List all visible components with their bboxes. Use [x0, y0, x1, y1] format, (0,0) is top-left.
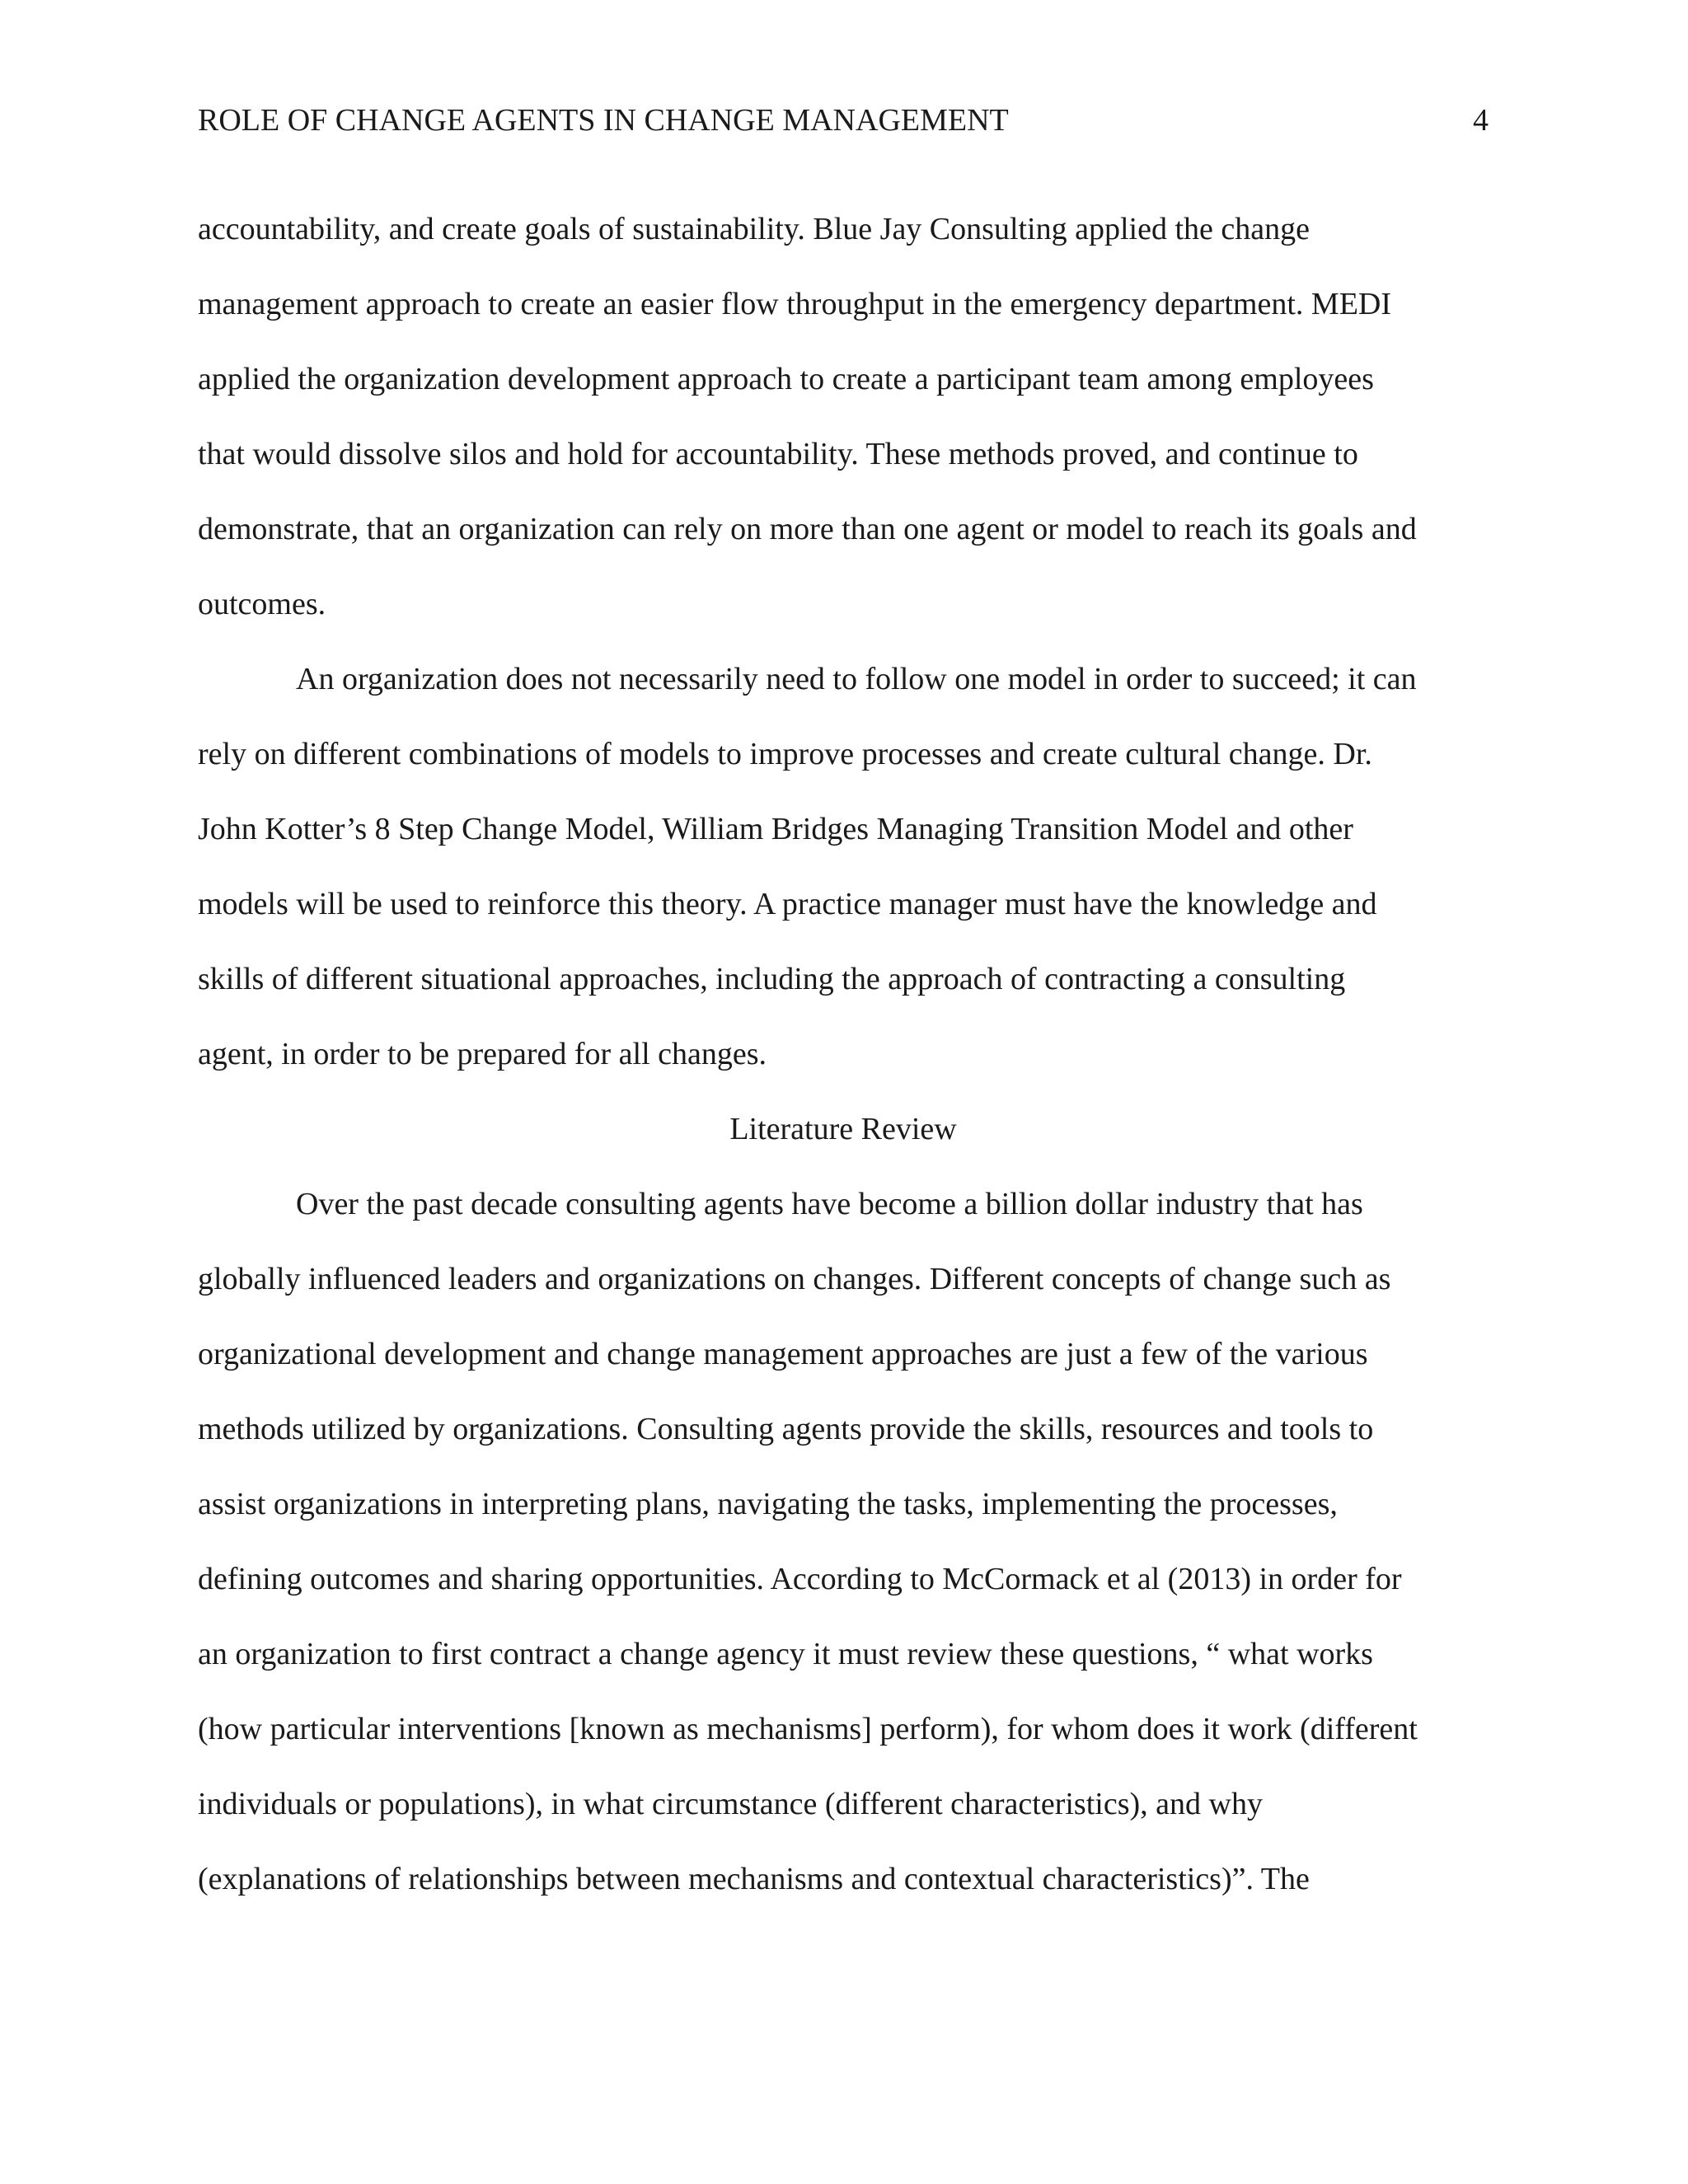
- text-line: applied the organization development approach to create a participant team among employees: [198, 362, 1374, 396]
- text-line: models will be used to reinforce this theory. A practice manager must have the knowledge and: [198, 887, 1377, 921]
- text-line: Over the past decade consulting agents have become a billion dollar industry that has: [296, 1187, 1363, 1221]
- text-line: (how particular interventions [known as mechanisms] perform), for whom does it work (different: [198, 1712, 1418, 1746]
- text-line: methods utilized by organizations. Consulting agents provide the skills, resources and tools to: [198, 1412, 1374, 1446]
- text-line: assist organizations in interpreting plans, navigating the tasks, implementing the processes,: [198, 1487, 1338, 1521]
- page-number: 4: [1473, 103, 1489, 138]
- text-line: demonstrate, that an organization can rely on more than one agent or model to reach its goals and: [198, 512, 1417, 546]
- text-line: individuals or populations), in what circumstance (different characteristics), and why: [198, 1787, 1263, 1821]
- text-line: rely on different combinations of models to improve processes and create cultural change. Dr.: [198, 737, 1372, 771]
- text-line: that would dissolve silos and hold for accountability. These methods proved, and continue to: [198, 437, 1358, 471]
- section-heading: Literature Review: [729, 1112, 957, 1146]
- text-line: an organization to first contract a change agency it must review these questions, “ what works: [198, 1637, 1373, 1671]
- running-head-title: ROLE OF CHANGE AGENTS IN CHANGE MANAGEMENT: [198, 103, 1009, 138]
- text-line: John Kotter’s 8 Step Change Model, William Bridges Managing Transition Model and other: [198, 812, 1353, 846]
- text-line: defining outcomes and sharing opportunities. According to McCormack et al (2013) in order for: [198, 1562, 1402, 1596]
- text-line: (explanations of relationships between mechanisms and contextual characteristics)”. The: [198, 1862, 1310, 1896]
- text-line: globally influenced leaders and organizations on changes. Different concepts of change such as: [198, 1262, 1391, 1296]
- text-line: agent, in order to be prepared for all changes.: [198, 1037, 767, 1071]
- text-line: accountability, and create goals of sustainability. Blue Jay Consulting applied the change: [198, 212, 1310, 246]
- text-line: An organization does not necessarily need to follow one model in order to succeed; it can: [296, 662, 1417, 696]
- running-head: [198, 97, 1489, 143]
- text-line: outcomes.: [198, 587, 326, 621]
- text-line: skills of different situational approaches, including the approach of contracting a consulting: [198, 962, 1346, 996]
- text-line: management approach to create an easier flow throughput in the emergency department. MEDI: [198, 287, 1392, 321]
- text-line: organizational development and change management approaches are just a few of the various: [198, 1337, 1368, 1371]
